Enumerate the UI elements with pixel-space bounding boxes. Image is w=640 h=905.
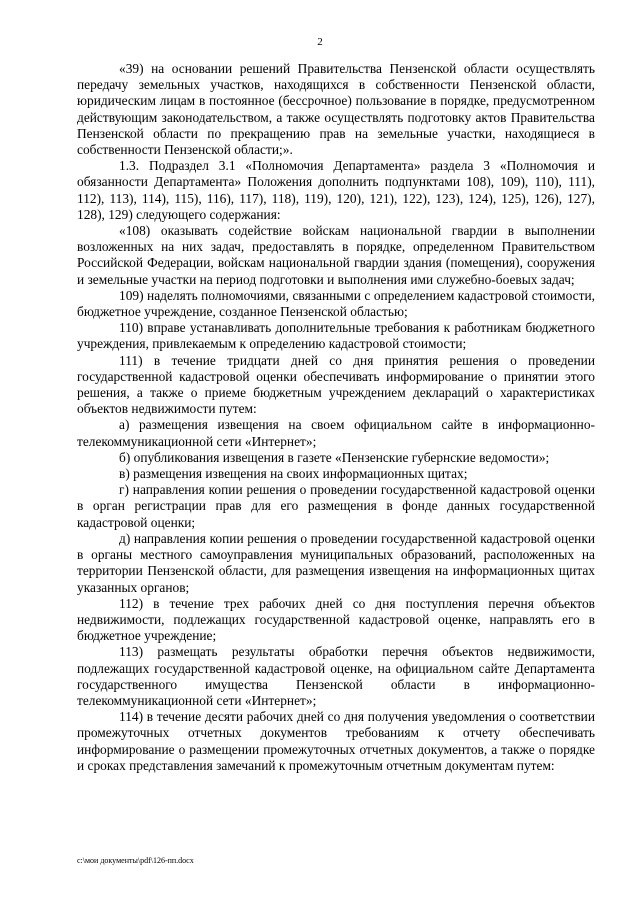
- page-number: 2: [317, 36, 323, 48]
- paragraph-111-b: б) опубликования извещения в газете «Пензенские губернские ведомости»;: [119, 449, 550, 465]
- paragraph-1-3: 1.3. Подраздел 3.1 «Полномочия Департамента» раздела 3 «Полномочия и обязанности Департамента» Положения дополнить подпунктами 108), 109), 110), 111), 112), 113), 114), 115), 116), 117), 118), 119), 120), 121), 122), 123), 124), 125), 126), 127), 128), 129) следующего содержания:: [77, 158, 595, 222]
- paragraph-110: 110) вправе устанавливать дополнительные требования к работникам бюджетного учреждения, привлекаемым к определению кадастровой стоимости;: [77, 320, 595, 352]
- footer-file-path: c:\мои документы\pdf\126-пп.docx: [77, 856, 194, 865]
- paragraph-111: 111) в течение тридцати дней со дня принятия решения о проведении государственной кадастровой оценки обеспечивать информирование о принятии этого решения, а также о приеме бюджетным учреждением деклараций о характеристиках объектов недвижимости путем:: [77, 352, 595, 417]
- paragraph-111-d: д) направления копии решения о проведении государственной кадастровой оценки в органы местного самоуправления муниципальных образований, расположенных на территории Пензенской области, для размещения извещения на информационных щитах указанных органов;: [77, 530, 595, 595]
- paragraph-109: 109) наделять полномочиями, связанными с определением кадастровой стоимости, бюджетное учреждение, созданное Пензенской областью;: [77, 287, 595, 320]
- document-body: [77, 61, 595, 774]
- paragraph-114: 114) в течение десяти рабочих дней со дня получения уведомления о соответствии промежуточных отчетных документов требованиям к отчету обеспечивать информирование о размещении промежуточных отчетных документов, а также о порядке и сроках представления замечаний к промежуточным отчетным документам путем:: [77, 709, 595, 773]
- paragraph-113: 113) размещать результаты обработки перечня объектов недвижимости, подлежащих государственной кадастровой оценке, на официальном сайте Департамента государственного имущества Пензенской области в информационно-телекоммуникационной сети «Интернет»;: [77, 644, 595, 708]
- paragraph-112: 112) в течение трех рабочих дней со дня поступления перечня объектов недвижимости, подлежащих государственной кадастровой оценке, направлять его в бюджетное учреждение;: [77, 595, 595, 644]
- paragraph-111-a: а) размещения извещения на своем официальном сайте в информационно-телекоммуникационной сети «Интернет»;: [77, 417, 595, 449]
- paragraph-111-v: в) размещения извещения на своих информационных щитах;: [119, 466, 468, 482]
- paragraph-108: «108) оказывать содействие войскам национальной гвардии в выполнении возложенных на них задач, предоставлять в порядке, определенном Правительством Российской Федерации, войскам национальной гвардии здания (помещения), сооружения и земельные участки на период подготовки и выполнения ими служебно-боевых задач;: [77, 223, 595, 287]
- paragraph-111-g: г) направления копии решения о проведении государственной кадастровой оценки в орган регистрации прав для его размещения в фонде данных государственной кадастровой оценки;: [77, 482, 595, 530]
- paragraph-39: «39) на основании решений Правительства Пензенской области осуществлять передачу земельных участков, находящихся в собственности Пензенской области, юридическим лицам в постоянное (бессрочное) пользование в порядке, предусмотренном действующим законодательством, а также осуществлять подготовку актов Правительства Пензенской области по прекращению прав на земельные участки, находящиеся в собственности Пензенской области;».: [77, 61, 595, 158]
